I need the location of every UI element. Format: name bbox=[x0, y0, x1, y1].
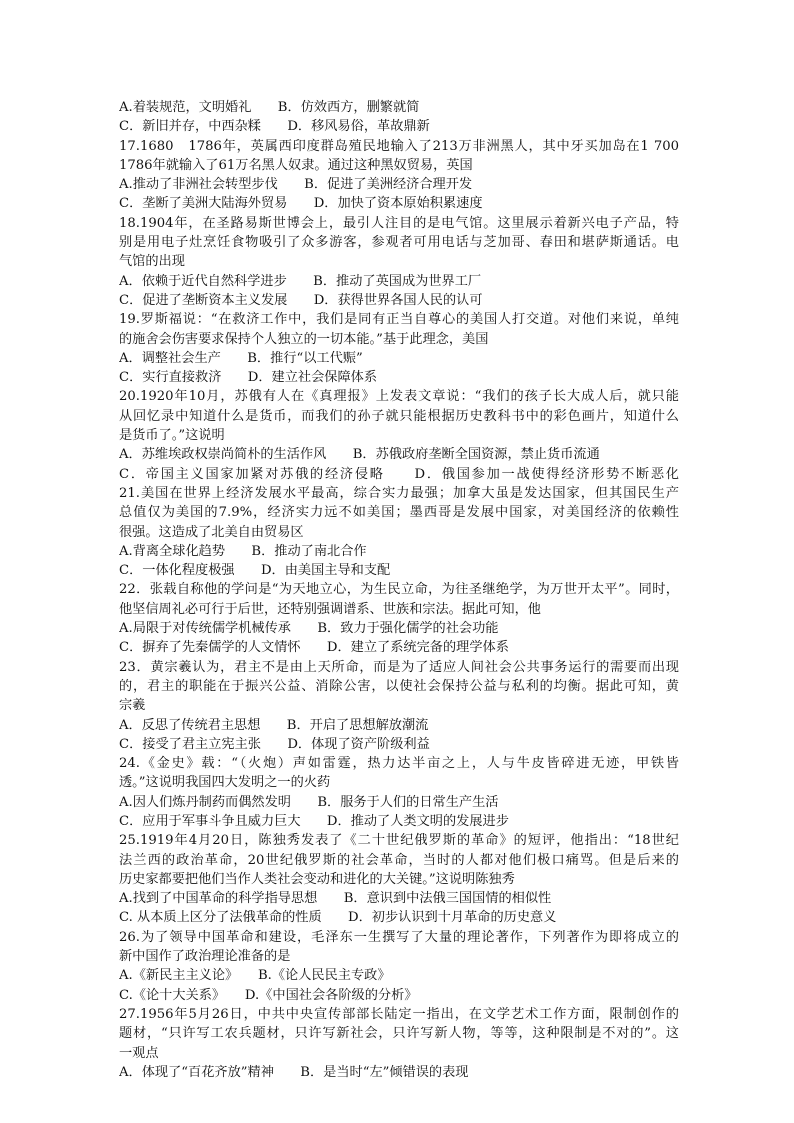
text-line: 别是用电子灶烹饪食物吸引了众多游客，参观者可用电话与芝加哥、春田和堪萨斯通话。电 bbox=[119, 235, 679, 251]
text-line: A.着装规范，文明婚礼 B．仿效西方，删繁就简 bbox=[119, 100, 420, 115]
text-line: 17.1680 1786年，英属西印度群岛殖民地输入了213万非洲黑人，其中牙买加岛在1 700 bbox=[119, 138, 679, 154]
text-line: C.《论十大关系》 D.《中国社会各阶级的分析》 bbox=[119, 987, 418, 1003]
text-line: 新中国作了政治理论准备的是 bbox=[119, 949, 291, 965]
text-line: A.背离全球化趋势 B．推动了南北合作 bbox=[119, 543, 367, 559]
text-line: 25.1919年4月20日，陈独秀发表了《二十世纪俄罗斯的革命》的短评，他指出：“18世纪 bbox=[119, 833, 679, 849]
text-line: 1786年就输入了61万名黑人奴隶。通过这种黑奴贸易，英国 bbox=[119, 157, 473, 173]
text-line: 27.1956年5月26日，中共中央宣传部部长陆定一指出，在文学艺术工作方面，限制创作的 bbox=[119, 1006, 679, 1022]
text-line: 法兰西的政治革命，20世纪俄罗斯的社会革命，当时的人都对他们极口痛骂。但是后来的 bbox=[119, 852, 679, 868]
text-line: C. 从本质上区分了法俄革命的性质 D．初步认识到十月革命的历史意义 bbox=[119, 910, 557, 926]
text-line: 22．张载自称他的学问是“为天地立心，为生民立命，为往圣继绝学，为万世开太平”。同时， bbox=[119, 582, 679, 598]
text-line: C．促进了垄断资本主义发展 D．获得世界各国人民的认可 bbox=[119, 292, 483, 308]
text-line: 一观点 bbox=[119, 1045, 159, 1061]
text-line: 的，君主的职能在于振兴公益、消除公害，以使社会保持公益与私利的均衡。据此可知，黄 bbox=[119, 678, 679, 694]
text-line: 气馆的出现 bbox=[119, 254, 185, 270]
text-line: C．垄断了美洲大陆海外贸易 D．加快了资本原始积累速度 bbox=[119, 196, 483, 212]
text-line: A.局限于对传统儒学机械传承 B．致力于强化儒学的社会功能 bbox=[119, 621, 499, 637]
text-line: C．新旧并存，中西杂糅 D．移风易俗，革故鼎新 bbox=[119, 119, 430, 135]
text-line: A．调整社会生产 B．推行“以工代赈” bbox=[119, 350, 363, 366]
text-line: C．接受了君主立宪主张 D．体现了资产阶级利益 bbox=[119, 736, 430, 752]
text-line: A.找到了中国革命的科学指导思想 B．意识到中法俄三国国情的相似性 bbox=[119, 891, 552, 907]
text-line: C．摒弃了先秦儒学的人文情怀 D．建立了系统完备的理学体系 bbox=[119, 640, 509, 656]
text-line: C．应用于军事斗争且威力巨大 D．推动了人类文明的发展进步 bbox=[119, 813, 509, 829]
text-line: 20.1920年10月，苏俄有人在《真理报》上发表文章说：“我们的孩子长大成人后，就只能 bbox=[119, 389, 679, 405]
exam-page bbox=[119, 98, 679, 1082]
text-line: A.《新民主主义论》 B.《论人民民主专政》 bbox=[119, 968, 391, 984]
text-line: 26.为了领导中国革命和建设，毛泽东一生撰写了大量的理论著作，下列著作为即将成立的 bbox=[119, 929, 679, 945]
text-line: 21.美国在世界上经济发展水平最高，综合实力最强；加拿大虽是发达国家，但其国民生产 bbox=[119, 485, 679, 501]
text-line: 23．黄宗羲认为，君主不是由上天所命，而是为了适应人间社会公共事务运行的需要而出现 bbox=[119, 659, 679, 675]
text-line: 18.1904年，在圣路易斯世博会上，最引人注目的是电气馆。这里展示着新兴电子产品，特 bbox=[119, 215, 679, 231]
text-line: 总值仅为美国的7.9%，经济实力远不如美国；墨西哥是发展中国家，对美国经济的依赖性 bbox=[119, 505, 679, 521]
text-line: C．实行直接救济 D．建立社会保障体系 bbox=[119, 370, 378, 386]
text-line: 19.罗斯福说：“在救济工作中，我们是同有正当自尊心的美国人打交道。对他们来说，单纯 bbox=[119, 312, 679, 328]
text-line: C．一体化程度极强 D．由美国主导和支配 bbox=[119, 563, 391, 579]
text-line: 透。”这说明我国四大发明之一的火药 bbox=[119, 775, 331, 791]
text-line: 的施舍会伤害要求保持个人独立的一切本能。”基于此理念，美国 bbox=[119, 331, 489, 347]
text-line: 24.《金史》载：“（火炮）声如雷霆，热力达半亩之上，人与牛皮皆碎进无迹，甲铁皆 bbox=[119, 756, 679, 772]
text-line: A.推动了非洲社会转型步伐 B．促进了美洲经济合理开发 bbox=[119, 177, 473, 193]
text-line: A．反思了传统君主思想 B．开启了思想解放潮流 bbox=[119, 717, 429, 733]
text-line: 历史家都要把他们当作人类社会变动和进化的大关键。”这说明陈独秀 bbox=[119, 871, 515, 887]
text-line: 题材，“只许写工农兵题材，只许写新社会，只许写新人物，等等，这种限制是不对的”。这 bbox=[119, 1026, 679, 1042]
text-line: 从回忆录中知道什么是货币，而我们的孙子就只能根据历史教科书中的彩色画片，知道什么 bbox=[119, 408, 679, 424]
text-line: 很强。这造成了北美自由贸易区 bbox=[119, 524, 304, 540]
text-line: A．体现了“百花齐放”精神 B．是当时“左”倾错误的表现 bbox=[119, 1064, 469, 1080]
text-line: 宗羲 bbox=[119, 698, 146, 714]
text-line: A.因人们炼丹制药而偶然发明 B．服务于人们的日常生产生活 bbox=[119, 794, 499, 810]
text-line: 是货币了。”这说明 bbox=[119, 428, 225, 444]
text-line: 他坚信周礼必可行于后世，还特别强调谱系、世族和宗法。据此可知，他 bbox=[119, 601, 541, 617]
text-line: A．依赖于近代自然科学进步 B．推动了英国成为世界工厂 bbox=[119, 273, 482, 289]
text-line: A．苏维埃政权崇尚简朴的生活作风 B．苏俄政府垄断全国资源，禁止货币流通 bbox=[119, 447, 600, 463]
text-line: C．帝国主义国家加紧对苏俄的经济侵略 D．俄国参加一战使得经济形势不断恶化 bbox=[119, 466, 679, 482]
